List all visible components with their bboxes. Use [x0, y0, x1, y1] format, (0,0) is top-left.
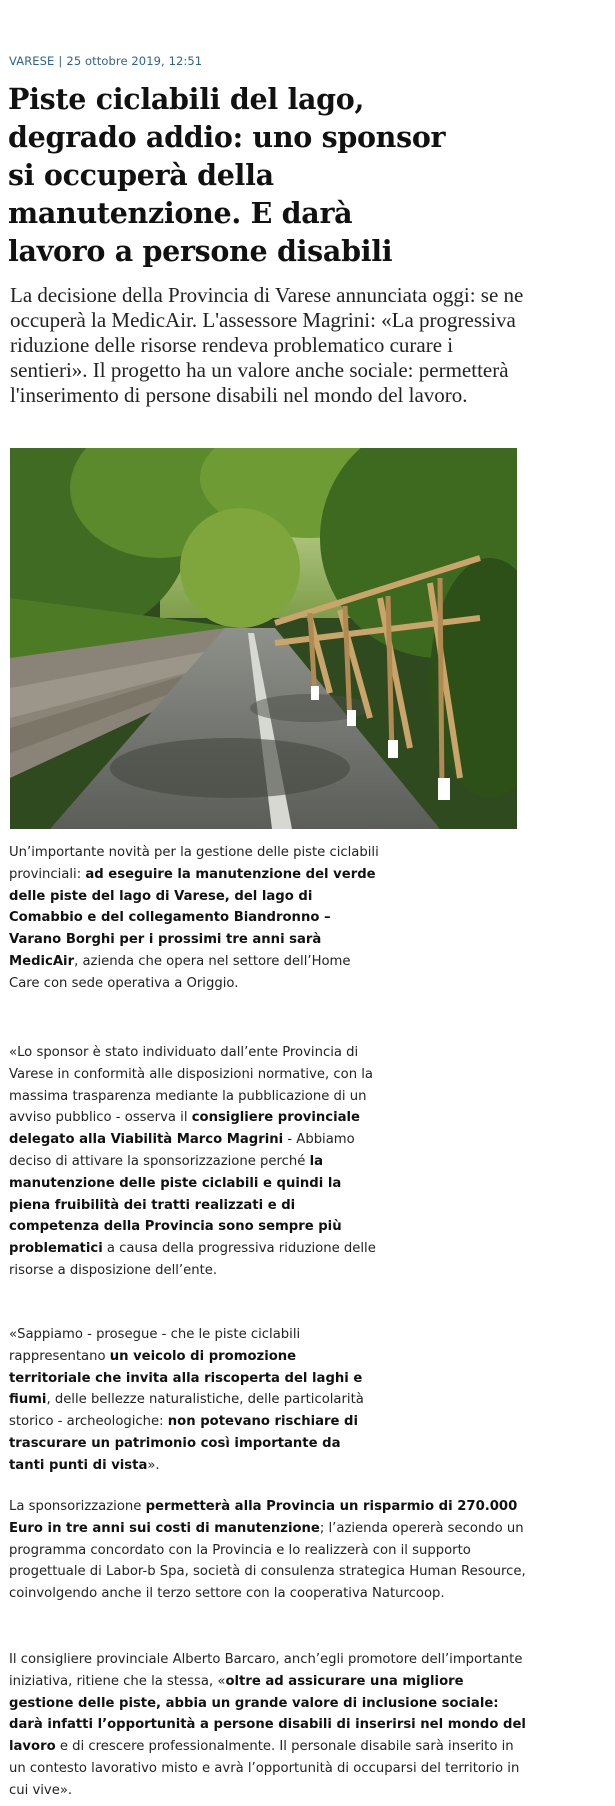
article-title: Piste ciclabili del lago, degrado addio: uno sponsor si occuperà della manutenzione. E darà lavoro a persone disabili [8, 82, 446, 268]
text: Il consigliere provinciale Alberto Barcaro, anch’egli promotore dell’importante iniziativa, ritiene che la stessa, « [9, 1652, 523, 1689]
bold-text: ad eseguire la manutenzione del verde delle piste del lago di Varese, del lago di Comabbio e del collegamento Biandronno – Varano Borghi per i prossimi tre anni sarà MedicAir [9, 866, 376, 969]
paragraph [9, 842, 379, 995]
bold-text: oltre ad assicurare una migliore gestione delle piste, abbia un grande valore di inclusione sociale: darà infatti l’opportunità a persone disabili di inserirsi nel mondo del lavoro [9, 1673, 526, 1755]
publish-date: 25 ottobre 2019, 12:51 [66, 54, 203, 68]
text: - Abbiamo deciso di attivare la sponsorizzazione perché [9, 1132, 355, 1169]
article-lead: La decisione della Provincia di Varese annunciata oggi: se ne occuperà la MedicAir. L'assessore Magrini: «La progressiva riduzione delle risorse rendeva problematico curare i sentieri». Il progetto ha un valore anche sociale: permetterà l'inserimento di persone disabili nel mondo del lavoro. [10, 283, 524, 407]
bold-text: permetterà alla Provincia un risparmio di 270.000 Euro in tre anni sui costi di manutenzione [9, 1499, 518, 1536]
text: ; l’azienda opererà secondo un programma concordato con la Provincia e lo realizzerà con il supporto progettuale di Labor-b Spa, società di consulenza strategica Human Resource, coinvolgendo anche il terzo settore con la cooperativa Naturcoop. [9, 1520, 526, 1602]
paragraph [9, 1324, 379, 1477]
article-paragraph-3 [9, 1324, 379, 1477]
hero-image [10, 448, 517, 829]
text: a causa della progressiva riduzione delle risorse a disposizione dell’ente. [9, 1241, 376, 1278]
bold-text: la manutenzione delle piste ciclabili e quindi la piena fruibilità dei tratti realizzati e di competenza della Provincia sono sempre più problematici [9, 1153, 342, 1257]
article-paragraph-5 [9, 1649, 529, 1802]
paragraph [9, 1649, 529, 1802]
bike-path-photo [10, 448, 517, 829]
text: «Sappiamo - prosegue - che le piste ciclabili rappresentano [9, 1327, 301, 1364]
paragraph [9, 1496, 529, 1605]
text: Un’importante novità per la gestione delle piste ciclabili provinciali: [9, 845, 379, 882]
bold-text: un veicolo di promozione territoriale che invita alla riscoperta del laghi e fiumi [9, 1348, 363, 1408]
text: , azienda che opera nel settore dell’Home Care con sede operativa a Origgio. [9, 953, 351, 991]
text: e di crescere professionalmente. Il personale disabile sarà inserito in un contesto lavorativo misto e avrà l’opportunità di occuparsi del territorio in cui vive». [9, 1739, 520, 1798]
article-meta [9, 54, 202, 68]
text: ». [147, 1457, 160, 1473]
article-paragraph-1 [9, 842, 379, 995]
article-paragraph-4 [9, 1496, 529, 1605]
text: La sponsorizzazione [9, 1499, 146, 1514]
section-link[interactable]: VARESE [9, 54, 55, 68]
bold-text: consigliere provinciale delegato alla Viabilità Marco Magrini [9, 1110, 360, 1148]
meta-separator: | [58, 54, 63, 68]
paragraph [9, 1042, 379, 1282]
text: «Lo sponsor è stato individuato dall’ente Provincia di Varese in conformità alle disposizioni normative, con la massima trasparenza mediante la pubblicazione di un avviso pubblico - osserva il [9, 1045, 374, 1126]
article-paragraph-2 [9, 1042, 379, 1282]
bold-text: non potevano rischiare di trascurare un patrimonio così importante da tanti punti di vista [9, 1414, 359, 1473]
text: , delle bellezze naturalistiche, delle particolarità storico - archeologiche: [9, 1392, 364, 1430]
